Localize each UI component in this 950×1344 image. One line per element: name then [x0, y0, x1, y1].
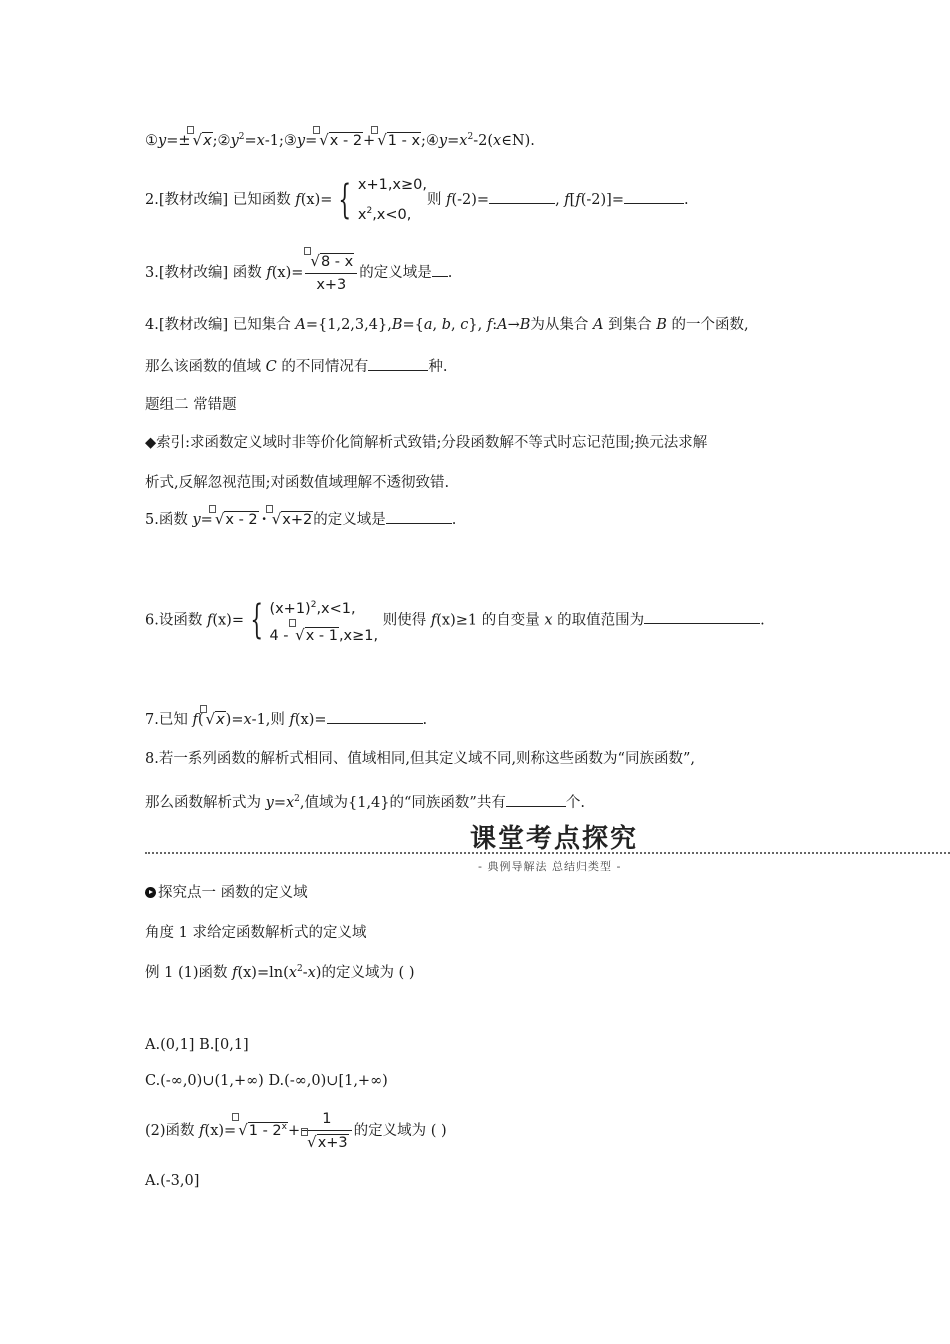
text: 探究点一 函数的定义域	[158, 885, 308, 901]
denominator: x+3	[316, 277, 347, 293]
var-x: x	[285, 794, 295, 811]
text: (x)=	[294, 712, 327, 728]
func-f: f	[206, 612, 213, 629]
exponent: 2	[294, 794, 300, 804]
options-line-1	[145, 126, 535, 152]
var: B	[519, 317, 531, 333]
var-x: x	[288, 964, 297, 981]
var-y: y	[158, 132, 167, 149]
text: =	[291, 265, 304, 281]
text: 7.已知	[145, 712, 193, 728]
func-f: f	[564, 191, 570, 208]
radical: √x	[191, 129, 213, 152]
example-1-part-2	[145, 1108, 447, 1154]
text: ,	[555, 191, 565, 208]
radical: √x+2	[270, 508, 314, 531]
func-f: f	[192, 712, 198, 728]
radicand	[248, 1122, 288, 1139]
text: .	[760, 612, 765, 629]
text: 的定义域是	[359, 265, 432, 281]
text: (x)	[212, 612, 232, 629]
radicand: x+3	[317, 1135, 348, 1151]
text: =	[200, 512, 213, 528]
options-c-d: C.(-∞,0)∪(1,+∞) D.(-∞,0)∪[1,+∞)	[145, 1073, 388, 1089]
case-1: x+1,x≥0,	[357, 177, 427, 193]
var: C	[265, 359, 277, 375]
text: -1,则	[251, 712, 290, 728]
var-x: x	[493, 132, 502, 149]
brace: {	[250, 597, 264, 644]
text: )	[225, 712, 232, 728]
question-text: 3.[教材改编] 函数	[145, 265, 267, 281]
question-7	[145, 708, 427, 731]
question-8-line-2	[145, 788, 585, 814]
exponent: 2	[467, 132, 474, 142]
exponent: 2	[238, 132, 245, 142]
var-x: x	[459, 132, 468, 149]
question-5	[145, 508, 456, 531]
radicand: x - 1	[305, 627, 338, 644]
var-y: y	[296, 132, 306, 149]
index-line-1: ◆索引:求函数定义域时非等价化简解析式致错;分段函数解不等式时忘记范围;换元法求解	[145, 435, 708, 451]
text: (x)	[300, 191, 321, 208]
text: },	[468, 317, 483, 333]
radicand: 1 - x	[387, 132, 421, 149]
text: (x)	[237, 964, 257, 981]
answer-blank[interactable]	[386, 509, 452, 524]
text: ,x≥1,	[338, 627, 379, 644]
answer-blank[interactable]	[432, 262, 448, 277]
radical: √x	[204, 708, 226, 731]
case-2: 4 - √x - 1,x≥1,	[269, 622, 378, 649]
case-2	[358, 198, 427, 228]
text: =	[273, 794, 286, 811]
question-4-line-1: 4.[教材改编] 已知集合 A={1,2,3,4},B={a, b, c}, f:A→B为从集合 A 到集合 B 的一个函数,	[145, 317, 749, 333]
example-1-part-1	[145, 958, 414, 984]
radical: √x - 2	[213, 508, 259, 531]
denominator: √x+3	[302, 1131, 352, 1154]
func-f: f	[430, 612, 437, 629]
piecewise-cases	[358, 172, 427, 228]
piecewise-cases	[269, 592, 378, 649]
text: =±	[166, 132, 191, 149]
text: (x)≥1	[436, 612, 478, 629]
text: :	[492, 317, 498, 333]
answer-blank[interactable]	[327, 709, 423, 724]
var: A	[497, 317, 508, 333]
options-a-b: A.(0,1] B.[0,1]	[145, 1037, 249, 1053]
text: =	[244, 132, 257, 149]
text: )的定义域为 ( )	[315, 964, 415, 981]
arrow-icon: →	[507, 317, 520, 333]
var: B	[656, 317, 667, 333]
text: -2(	[473, 132, 493, 149]
func-f: f	[266, 265, 272, 281]
radical: √x - 2	[317, 129, 363, 152]
question-text: 2.[教材改编] 已知函数	[145, 191, 296, 208]
var-y: y	[230, 132, 239, 149]
text: 的定义域是	[313, 512, 386, 528]
text: 那么函数解析式为	[145, 794, 266, 811]
func-f: f	[232, 964, 238, 981]
var-y: y	[192, 512, 201, 528]
text: 的取值范围为	[552, 612, 645, 629]
index-box	[187, 126, 194, 134]
func-f: f	[295, 191, 301, 208]
var: b	[441, 317, 452, 333]
text: (x+1)	[269, 600, 311, 617]
text: 的定义域为 ( )	[353, 1123, 447, 1139]
plus-sign: +	[363, 132, 376, 149]
group-2-heading: 题组二 常错题	[145, 397, 237, 413]
var: A	[295, 317, 306, 333]
numerator: 1	[302, 1108, 352, 1131]
var-y: y	[438, 132, 448, 149]
var-x: x	[544, 612, 553, 629]
text: ={	[402, 317, 424, 333]
text: ∈N).	[501, 132, 535, 149]
point-1-heading	[145, 882, 308, 904]
text: ;④	[421, 132, 439, 149]
text: (x)	[271, 265, 292, 281]
text: .	[447, 265, 453, 281]
text: =	[320, 191, 333, 208]
text: (-2)]=	[580, 191, 624, 208]
text: -	[302, 964, 308, 981]
text: ,值域为{1,4}的“同族函数”共有	[299, 794, 506, 811]
play-bullet-icon	[145, 887, 156, 898]
radicand: x+2	[282, 512, 313, 528]
angle-1-heading: 角度 1 求给定函数解析式的定义域	[145, 925, 367, 941]
var-x: x	[243, 712, 252, 728]
answer-blank[interactable]	[368, 356, 428, 371]
radicand: x - 2	[329, 132, 363, 149]
index-line-2: 析式,反解忽视范围;对函数值域理解不透彻致错.	[145, 475, 450, 491]
text: 到集合	[603, 317, 657, 333]
answer-blank[interactable]	[644, 609, 760, 624]
func-f: f	[199, 1123, 205, 1139]
text: ={1,2,3,4},	[305, 317, 392, 333]
radical: √1 - 2$^x$	[236, 1116, 288, 1142]
text: =	[305, 132, 318, 149]
text: ;②	[212, 132, 231, 149]
text: =ln(	[256, 964, 289, 981]
func-f: f	[446, 191, 452, 208]
text: 4.[教材改编] 已知集合	[145, 317, 296, 333]
text: 5.函数	[145, 512, 193, 528]
text: =	[231, 712, 244, 728]
text: 的一个函数,	[666, 317, 749, 333]
question-8-line-1: 8.若一系列函数的解析式相同、值域相同,但其定义域不同,则称这些函数为“同族函数”,	[145, 751, 695, 767]
option-a: A.(-3,0]	[145, 1173, 200, 1189]
answer-blank[interactable]	[624, 189, 684, 204]
var-x: x	[357, 206, 367, 223]
exponent: 2	[310, 600, 317, 610]
radicand: x	[203, 132, 212, 149]
text: (x)	[204, 1123, 225, 1139]
question-4-line-2	[145, 356, 447, 378]
var: a	[423, 317, 433, 333]
radicand: x - 2	[225, 512, 258, 528]
exponent: 2	[366, 206, 373, 216]
text: 为从集合	[530, 317, 593, 333]
dotted-divider	[145, 852, 950, 854]
text: =	[231, 612, 244, 629]
question-6	[145, 592, 765, 649]
var-x: x	[256, 132, 265, 149]
text: [	[569, 191, 576, 208]
var-y: y	[265, 794, 274, 811]
circled-1: ①	[145, 132, 158, 149]
text: .	[683, 191, 689, 208]
text: 4 -	[269, 627, 294, 644]
var: A	[592, 317, 604, 333]
exponent: x	[281, 1122, 287, 1133]
answer-blank[interactable]	[506, 792, 566, 807]
text: (	[197, 712, 204, 728]
index-box	[313, 126, 320, 134]
text: .	[451, 512, 457, 528]
func-f: f	[289, 712, 295, 728]
text: 的自变量	[477, 612, 545, 629]
text: 6.设函数	[145, 612, 207, 629]
var-x: x	[307, 964, 316, 981]
text: =	[447, 132, 460, 149]
text: 个.	[565, 794, 585, 811]
answer-blank[interactable]	[489, 189, 555, 204]
text: 例 1 (1)函数	[145, 964, 233, 981]
fraction	[305, 250, 357, 296]
radicand: x	[216, 712, 225, 728]
text: 1 - 2	[248, 1123, 282, 1139]
var: c	[460, 317, 469, 333]
question-3	[145, 250, 452, 296]
var: B	[391, 317, 403, 333]
plus-sign: +	[287, 1123, 301, 1139]
question-2	[145, 172, 689, 228]
text: 那么该函数的值域	[145, 359, 266, 375]
text: ,x<1,	[316, 600, 356, 617]
radicand: 8 - x	[320, 254, 354, 270]
section-title: 课堂考点探究	[470, 824, 639, 854]
numerator: √8 - x	[305, 250, 357, 274]
exponent: 2	[296, 964, 303, 974]
text: ,x<0,	[372, 206, 412, 223]
fraction	[302, 1108, 352, 1154]
text: (-2)=	[451, 191, 490, 208]
radical: √1 - x	[375, 129, 421, 152]
var: f	[486, 317, 493, 333]
text: =	[224, 1123, 237, 1139]
multiply-dot: ·	[261, 511, 267, 528]
text: .	[422, 712, 428, 728]
text: 种.	[428, 359, 448, 375]
index-box	[371, 126, 378, 134]
text: 则使得	[378, 612, 431, 629]
func-f: f	[575, 191, 581, 208]
brace: {	[338, 176, 352, 223]
section-subtitle: - 典例导解法 总结归类型 -	[478, 860, 622, 873]
text: (2)函数	[145, 1123, 200, 1139]
case-1	[269, 592, 378, 622]
text: -1;③	[264, 132, 297, 149]
text: 则	[427, 191, 447, 208]
text: 的不同情况有	[276, 359, 369, 375]
